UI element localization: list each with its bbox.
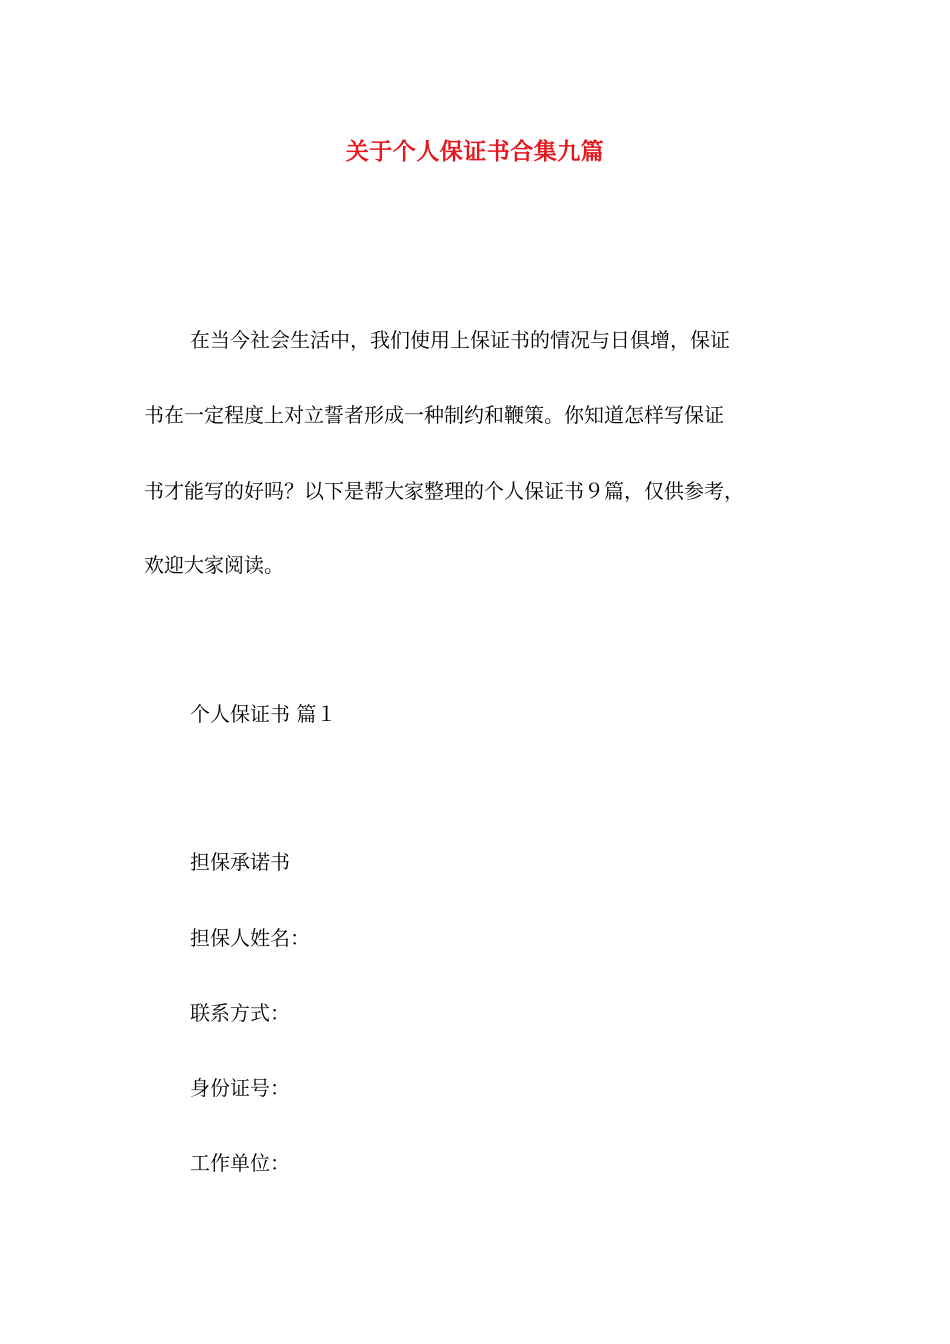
intro-line-4: 欢迎大家阅读。 (144, 553, 284, 577)
form-title: 担保承诺书 (190, 850, 290, 874)
document-title: 关于个人保证书合集九篇 (345, 138, 605, 165)
work-unit-field: 工作单位： (190, 1151, 290, 1175)
id-number-field: 身份证号： (190, 1076, 290, 1100)
intro-line-3: 书才能写的好吗？以下是帮大家整理的个人保证书９篇，仅供参考， (144, 479, 744, 503)
intro-line-1: 在当今社会生活中，我们使用上保证书的情况与日俱增，保证 (190, 328, 730, 352)
intro-line-2: 书在一定程度上对立誓者形成一种制约和鞭策。你知道怎样写保证 (144, 403, 724, 427)
guarantor-name-field: 担保人姓名： (190, 926, 310, 950)
contact-field: 联系方式： (190, 1001, 290, 1025)
section-heading: 个人保证书 篇１ (190, 702, 337, 726)
